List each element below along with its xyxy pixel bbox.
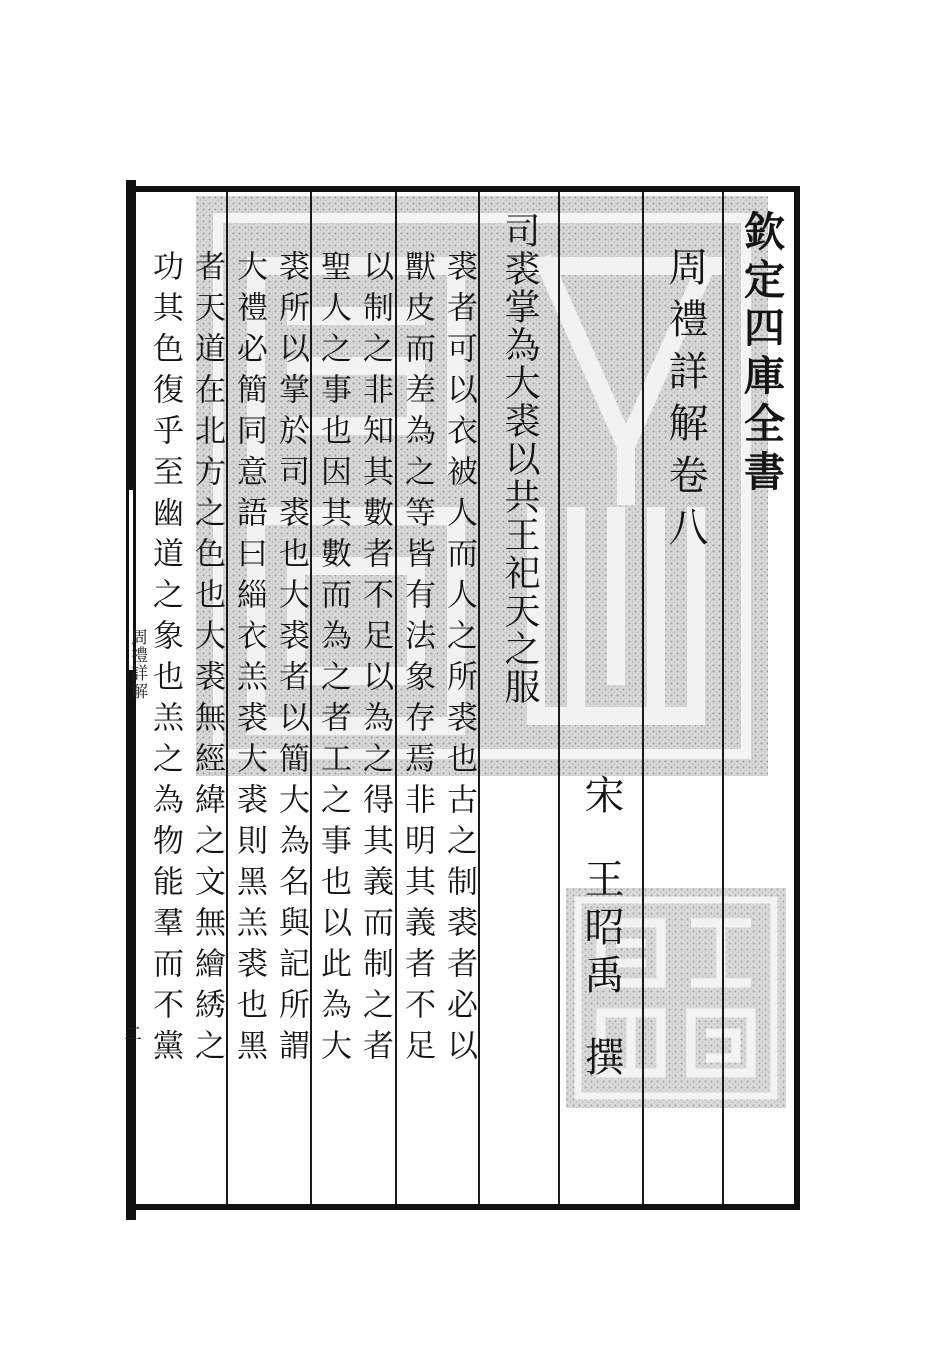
volume-title: 周禮詳解卷八: [662, 246, 708, 558]
column-rule: [642, 192, 644, 1204]
small-seal-legend: [640, 1090, 700, 1105]
commentary-line-8: 功其色復乎至幽道之象也羔之為物能羣而不黨: [147, 250, 183, 1070]
column-rule: [395, 192, 397, 1204]
commentary-line-3: 以制之非知其數者不足以為之得其義而制之者: [357, 250, 393, 1070]
margin-title: 周禮詳解: [127, 628, 147, 700]
column-rule: [226, 192, 228, 1204]
binding-edge: [126, 180, 136, 1220]
commentary-line-2: 獸皮而差為之等皆有法象存焉非明其義者不足: [399, 250, 435, 1070]
author-name: 王昭禹: [578, 858, 624, 1002]
entry-heading: 司裘掌為大裘以共王祀天之服: [499, 212, 540, 706]
column-rule: [310, 192, 312, 1204]
column-rule: [478, 192, 480, 1204]
commentary-line-5: 裘所以掌於司裘也大裘者以簡大為名與記所謂: [273, 250, 309, 1070]
folio-number: 二: [124, 1024, 142, 1045]
collection-title: 欽定四庫全書: [737, 210, 785, 498]
dynasty-label: 宋: [578, 774, 624, 818]
commentary-line-7: 者天道在北方之色也大裘無經緯之文無繪綉之: [189, 250, 225, 1070]
column-rule: [558, 192, 560, 1204]
column-rule: [722, 192, 724, 1204]
author-role: 撰: [578, 1036, 624, 1080]
commentary-line-6: 大禮必簡同意語曰緇衣羔裘大裘則黑羔裘也黑: [231, 250, 267, 1070]
commentary-line-4: 聖人之事也因其數而為之者工之事也以此為大: [315, 250, 351, 1070]
commentary-line-1: 裘者可以衣被人而人之所裘也古之制裘者必以: [441, 250, 477, 1070]
